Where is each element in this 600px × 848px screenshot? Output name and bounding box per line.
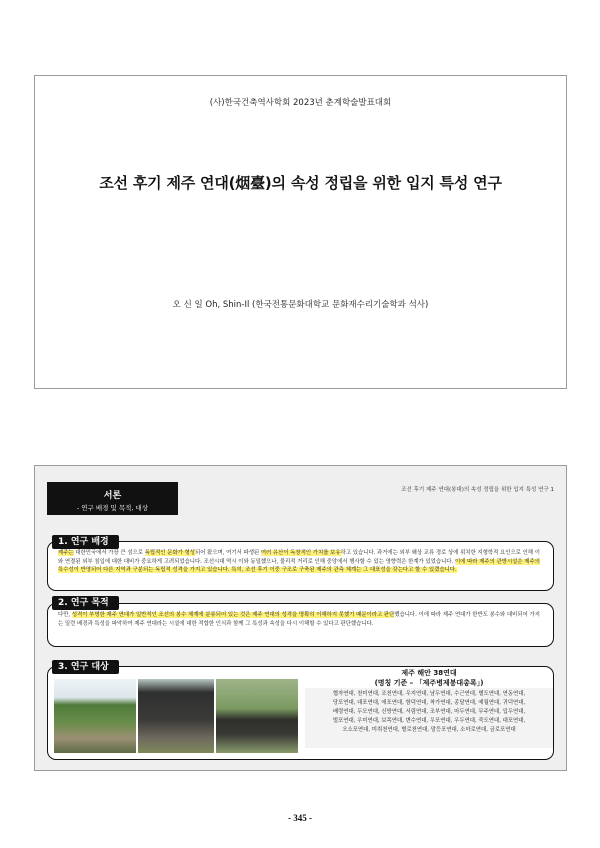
target-list-title-line2: (명칭 기준 – 「제주병제봉대총록」) xyxy=(374,679,484,687)
highlighted-text: 제주는 xyxy=(58,550,74,556)
paper-title: 조선 후기 제주 연대(烟臺)의 속성 정립을 위한 입지 특성 연구 xyxy=(99,174,502,192)
highlighted-text: 성격이 부명한 제주 연대가 일반적인 조선의 봉수 체계에 분류되어 있는 것은 제주 연대의 성격을 명확히 이해하지 못했기 때문이라고 판단 xyxy=(71,612,395,618)
title-slide xyxy=(34,75,567,389)
section-box-background xyxy=(47,541,554,591)
intro-slide xyxy=(34,465,567,771)
beacon-list-line: 협자연대, 천미연대, 조천연대, 우지연대, 남두연대, 수근연대, 별도연대, 연동연대, xyxy=(332,691,526,697)
slide-header xyxy=(47,482,178,515)
body-text: 다만, xyxy=(58,612,72,618)
highlighted-text: 여러 유산이 독창적인 가치를 보유 xyxy=(260,550,341,556)
beacon-list-line: 오소포연대, 미취천연대, 별로천연대, 말등포연대, 소마로연대, 금로포연대 xyxy=(342,727,516,733)
body-text: 되어 왔으며, 여기서 파생된 xyxy=(194,550,261,556)
section-label-background: 1. 연구 배경 xyxy=(52,535,119,549)
beacon-photo-3 xyxy=(216,679,298,753)
slide-header-subtitle: - 연구 배경 및 목적, 대상 xyxy=(76,504,149,512)
beacon-list-line: 당포연대, 대포연대, 애포연대, 함덕연대, 착가연대, 종달연대, 예월연대, 귀덕연대, xyxy=(332,700,526,706)
slide-header-title: 서론 xyxy=(103,491,122,501)
body-text: 대한민국에서 가장 큰 섬으로 xyxy=(73,550,145,556)
conference-name: (사)한국건축역사학회 2023년 춘계학술발표대회 xyxy=(209,98,392,108)
beacon-list-line: 배령연대, 두모연대, 신방연대, 서림연대, 조부연대, 마두연대, 무주연대, 입두연대, xyxy=(332,709,526,715)
beacon-photo-1 xyxy=(54,679,136,753)
page-number: - 345 - xyxy=(288,813,312,823)
highlighted-text: 이에 따라 제주의 관방시설은 제주의 특수성이 반영되어 다른 지역과 구분되는 독립적 성격을 가지고 있습니다. 특히, 조선 후기 이중 구조로 구축된 제주의 관측 체계는 그 대표성을 갖는다고 할 수 있겠습니다. xyxy=(58,558,540,573)
running-title: 조선 후기 제주 연대(봉대)의 속성 정립을 위한 입지 특성 연구 1 xyxy=(401,487,554,493)
beacon-list-line: 벌포연대, 우미연대, 보목연대, 변수연대, 우포연대, 우두연대, 죽도연대, 대포연대, xyxy=(332,718,526,724)
target-list-title xyxy=(305,668,553,688)
author-line: 오 신 일 Oh, Shin-Il (한국전통문화대학교 문화재수리기술학과 석사) xyxy=(172,300,429,310)
beacon-list xyxy=(305,688,553,748)
section-label-purpose: 2. 연구 목적 xyxy=(52,596,119,610)
section-box-purpose xyxy=(47,603,554,647)
body-text: 했습니다. 이에 따라 제주 연대가 한반도 봉수와 대비되어 가지는 일련 배경과 특성을 파악하여 제주 연대라는 시설에 대한 적합한 인식과 함께 그 특성과 속성을 다시 이해할 수 있다고 판단했습니다. xyxy=(58,612,540,627)
body-text: 하고 있습니다. 과거에는 외부 왜상 교류 경로 상에 위치한 지형학적 요인으로 인해 이와 연결된 외부 침입에 대한 대비가 중요하게 고려되었습니다. 조선시대 역시 이와 동일했으나, 물리적 거리로 인해 중앙에서 행사할 수 있는 영향력은 한계가 있었습니다. xyxy=(58,550,540,565)
beacon-photo-2 xyxy=(138,679,214,753)
section-label-target: 3. 연구 대상 xyxy=(52,660,119,674)
target-list-title-line1: 제주 해안 38연대 xyxy=(401,669,457,677)
highlighted-text: 독립적인 문화가 형성 xyxy=(144,550,195,556)
